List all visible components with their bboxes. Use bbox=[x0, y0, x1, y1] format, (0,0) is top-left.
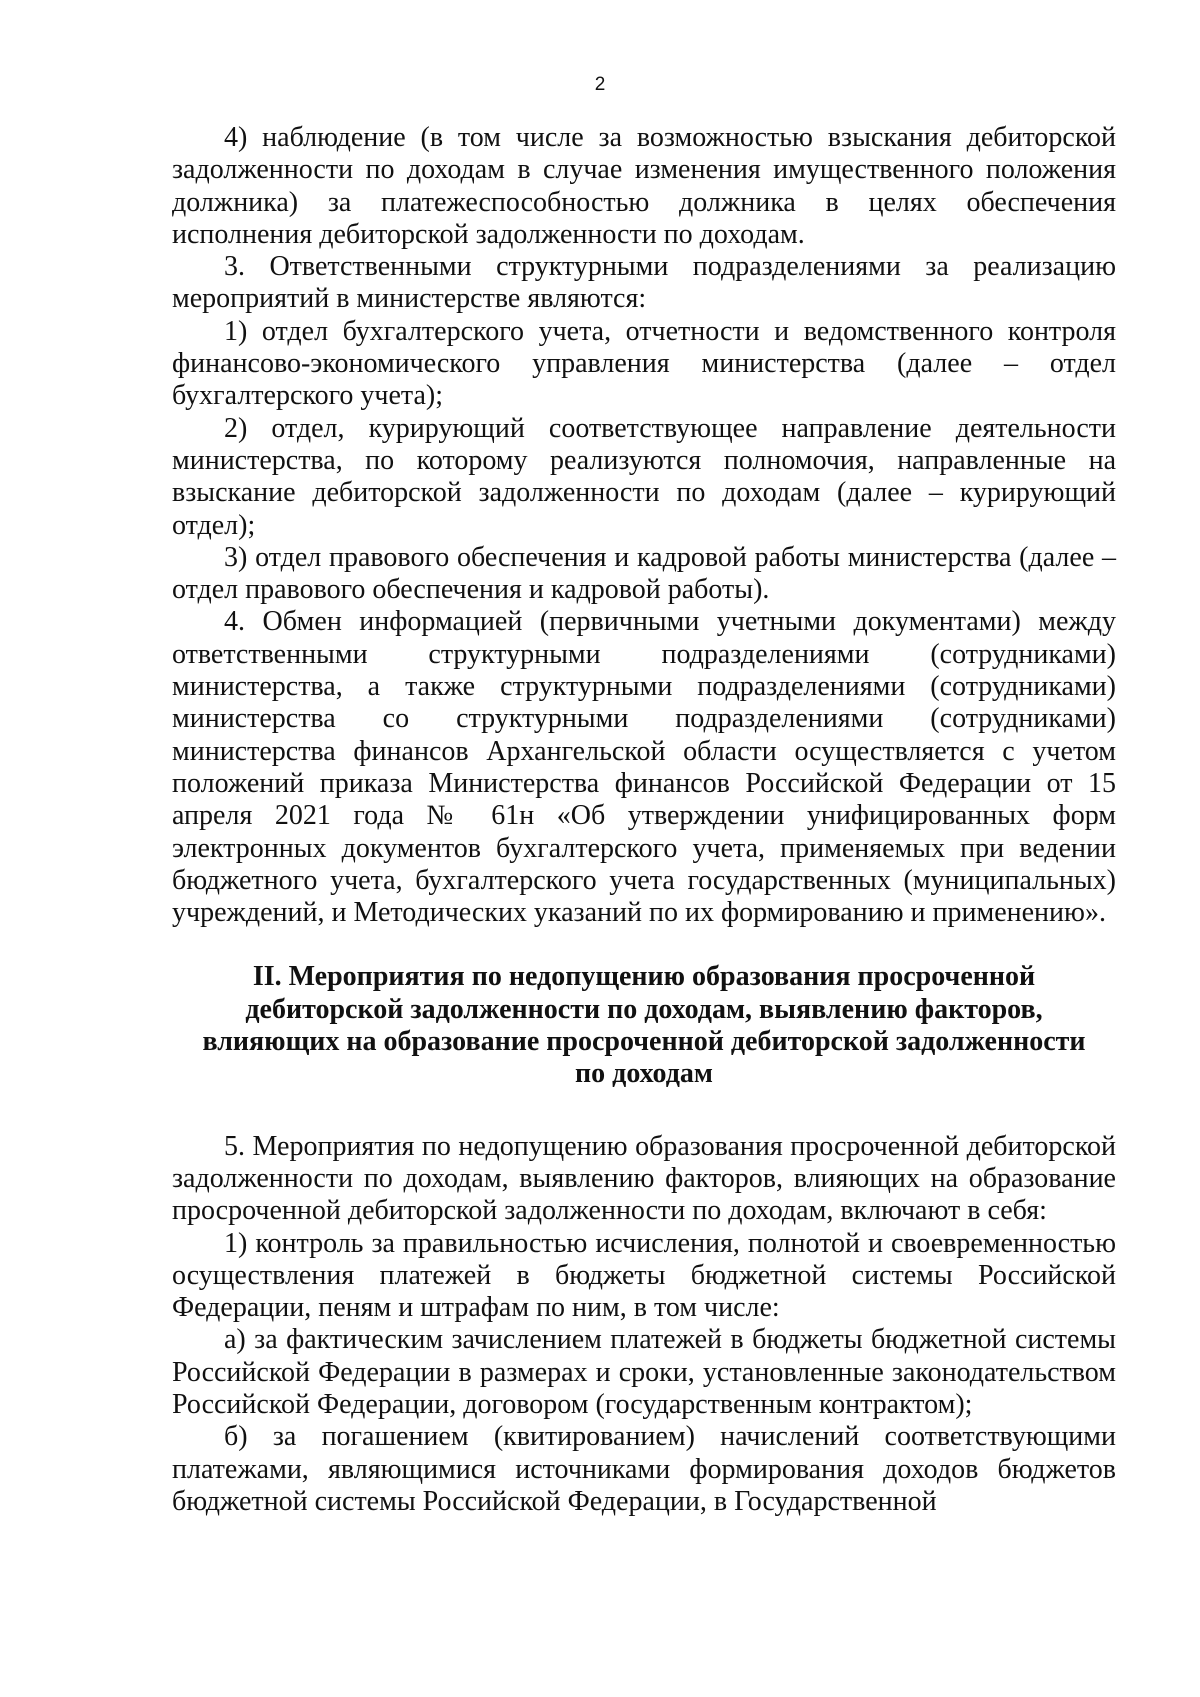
section-heading-line: по доходам bbox=[575, 1058, 713, 1090]
paragraph-item-2-supervising-dept: 2) отдел, курирующий соответствующее направление деятельности министерства, по которому реализуются полномочия, направленные на взыскание дебиторской задолженности по доходам (далее – курирующий отдел); bbox=[172, 412, 1116, 541]
section-heading-line: влияющих на образование просроченной дебиторской задолженности bbox=[202, 1026, 1086, 1058]
section-heading bbox=[172, 961, 1116, 1090]
paragraph-clause-3: 3. Ответственными структурными подразделениями за реализацию мероприятий в министерстве являются: bbox=[172, 251, 1116, 315]
paragraph-item-1-accounting-dept: 1) отдел бухгалтерского учета, отчетности и ведомственного контроля финансово-экономического управления министерства (далее – отдел бухгалтерского учета); bbox=[172, 315, 1116, 412]
paragraph-item-1-control: 1) контроль за правильностью исчисления, полнотой и своевременностью осуществления платежей в бюджеты бюджетной системы Российской Федерации, пеням и штрафам по ним, в том числе: bbox=[172, 1227, 1116, 1324]
page-number: 2 bbox=[594, 74, 606, 95]
document-body bbox=[172, 122, 1116, 1518]
paragraph-item-4-monitoring: 4) наблюдение (в том числе за возможностью взыскания дебиторской задолженности по доходам в случае изменения имущественного положения должника) за платежеспособностью должника в целях обеспечения исполнения дебиторской задолженности по доходам. bbox=[172, 122, 1116, 250]
paragraph-item-3-legal-dept: 3) отдел правового обеспечения и кадровой работы министерства (далее – отдел правового обеспечения и кадровой работы). bbox=[172, 541, 1116, 606]
paragraph-subitem-a: а) за фактическим зачислением платежей в бюджеты бюджетной системы Российской Федерации в размерах и сроки, установленные законодательством Российской Федерации, договором (государственным контрактом); bbox=[172, 1324, 1116, 1420]
paragraph-clause-4: 4. Обмен информацией (первичными учетными документами) между ответственными структурными подразделениями (сотрудниками) министерства, а также структурными подразделениями (сотрудниками) министерства со структурными подразделениями (сотрудниками) министерства финансов Архангельской области осуществляется с учетом положений приказа Министерства финансов Российской Федерации от 15 апреля 2021 года № 61н «Об утверждении унифицированных форм электронных документов бухгалтерского учета, применяемых при ведении бюджетного учета, бухгалтерского учета государственных (муниципальных) учреждений, и Методических указаний по их формированию и применению». bbox=[172, 606, 1116, 929]
section-heading-line: дебиторской задолженности по доходам, выявлению факторов, bbox=[245, 993, 1043, 1025]
paragraph-clause-5: 5. Мероприятия по недопущению образования просроченной дебиторской задолженности по доходам, выявлению факторов, влияющих на образование просроченной дебиторской задолженности по доходам, включают в себя: bbox=[172, 1130, 1116, 1227]
section-heading-line: II. Мероприятия по недопущению образования просроченной bbox=[252, 961, 1036, 993]
paragraph-subitem-b: б) за погашением (квитированием) начислений соответствующими платежами, являющимися источниками формирования доходов бюджетов бюджетной системы Российской Федерации, в Государственной bbox=[172, 1421, 1116, 1517]
